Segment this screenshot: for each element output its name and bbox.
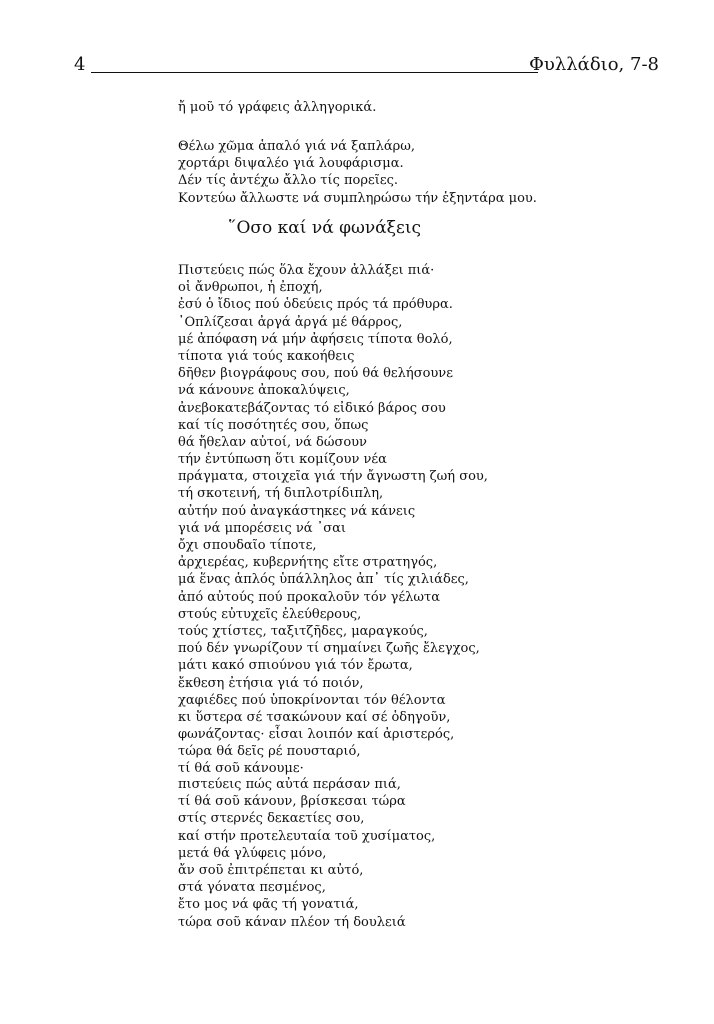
verse-line: στά γόνατα πεσμένος,: [178, 880, 326, 896]
verse-line: δῆθεν βιογράφους σου, πού θά θελήσουνε: [178, 366, 453, 382]
verse-line: ἔτο μος νά φᾶς τή γονατιά,: [178, 897, 359, 913]
verse-line: τί θά σοῦ κάνουν, βρίσκεσαι τώρα: [178, 794, 406, 810]
verse-line: μέ ἀπόφαση νά μήν ἀφήσεις τίποτα θολό,: [178, 331, 453, 347]
verse-line: στούς εὐτυχεῖς ἐλεύθερους,: [178, 606, 362, 622]
verse-line: χορτάρι διψαλέο γιά λουφάρισμα.: [178, 156, 404, 172]
verse-line: στίς στερνές δεκαετίες σου,: [178, 811, 365, 827]
stanza-2: [178, 262, 648, 778]
intro-block: [178, 99, 648, 116]
verse-line: νά κάνουνε ἀποκαλύψεις,: [178, 383, 350, 399]
verse-line: τούς χτίστες, ταξιτζῆδες, μαραγκούς,: [178, 623, 428, 639]
verse-line: μά ἕνας ἁπλός ὑπάλληλος ἀπ᾿ τίς χιλιάδες,: [178, 572, 469, 588]
verse-line: τώρα σοῦ κάναν πλέον τή δουλειά: [178, 914, 406, 930]
verse-line: πού δέν γνωρίζουν τί σημαίνει ζωῆς ἔλεγχος,: [178, 641, 480, 657]
verse-line: πιστεύεις πώς αὐτά περάσαν πιά,: [178, 777, 401, 792]
stanza-3: [178, 776, 648, 931]
verse-line: τήν ἐντύπωση ὅτι κομίζουν νέα: [178, 452, 387, 468]
verse-line: Δέν τίς ἀντέχω ἄλλο τίς πορεῖες.: [178, 173, 398, 189]
verse-line: ἐσύ ὁ ἴδιος πού ὁδεύεις πρός τά πρόθυρα.: [178, 297, 453, 313]
verse-line: Θέλω χῶμα ἁπαλό γιά νά ξαπλάρω,: [178, 139, 415, 154]
intro-line: ἤ μοῦ τό γράφεις ἀλληγορικά.: [178, 100, 377, 115]
running-title: Φυλλάδιο, 7-8: [529, 54, 659, 75]
stanza-1: [178, 138, 648, 207]
verse-line: Κοντεύω ἄλλωστε νά συμπληρώσω τήν ἑξηντάρα μου.: [178, 190, 537, 206]
verse-line: Πιστεύεις πώς ὅλα ἔχουν ἀλλάξει πιά·: [178, 263, 435, 278]
verse-line: κι ὕστερα σέ τσακώνουν καί σέ ὁδηγοῦν,: [178, 709, 451, 725]
header-rule: [91, 72, 538, 73]
verse-line: μάτι κακό σπιούνου γιά τόν ἔρωτα,: [178, 658, 413, 674]
verse-line: ἔκθεση ἐτήσια γιά τό ποιόν,: [178, 675, 364, 691]
verse-line: τίποτα γιά τούς κακοήθεις: [178, 348, 355, 364]
verse-line: φωνάζοντας· εἶσαι λοιπόν καί ἀριστερός,: [178, 727, 455, 743]
verse-line: θά ἤθελαν αὐτοί, νά δώσουν: [178, 434, 367, 450]
page-header: [74, 56, 659, 82]
verse-line: τή σκοτεινή, τή διπλοτρίδιπλη,: [178, 486, 384, 502]
verse-line: τί θά σοῦ κάνουμε·: [178, 761, 304, 777]
verse-line: τώρα θά δεῖς ρέ πουσταριό,: [178, 744, 361, 760]
verse-line: ἀρχιερέας, κυβερνήτης εἴτε στρατηγός,: [178, 555, 438, 571]
poem-title: ῞Οσο καί νά φωνάξεις: [228, 218, 422, 238]
verse-line: μετά θά γλύφεις μόνο,: [178, 845, 327, 861]
verse-line: οἱ ἄνθρωποι, ἡ ἐποχή,: [178, 280, 323, 296]
verse-line: ἀπό αὐτούς πού προκαλοῦν τόν γέλωτα: [178, 589, 440, 605]
verse-line: πράγματα, στοιχεῖα γιά τήν ἄγνωστη ζωή σου,: [178, 469, 488, 485]
verse-line: καί στήν προτελευταία τοῦ χυσίματος,: [178, 828, 436, 844]
verse-line: ὄχι σπουδαῖο τίποτε,: [178, 538, 317, 553]
verse-line: χαφιέδες πού ὑποκρίνονται τόν θέλοντα: [178, 692, 446, 708]
page-number: 4: [74, 54, 86, 75]
verse-line: γιά νά μπορέσεις νά ᾿σαι: [178, 520, 346, 536]
verse-line: αὐτήν πού ἀναγκάστηκες νά κάνεις: [178, 503, 416, 519]
verse-line: ἄν σοῦ ἐπιτρέπεται κι αὐτό,: [178, 862, 364, 878]
verse-line: ᾿Οπλίζεσαι ἀργά ἀργά μέ θάρρος,: [178, 314, 403, 330]
verse-line: ἀνεβοκατεβάζοντας τό εἰδικό βάρος σου: [178, 400, 446, 416]
verse-line: καί τίς ποσότητές σου, ὅπως: [178, 417, 369, 433]
